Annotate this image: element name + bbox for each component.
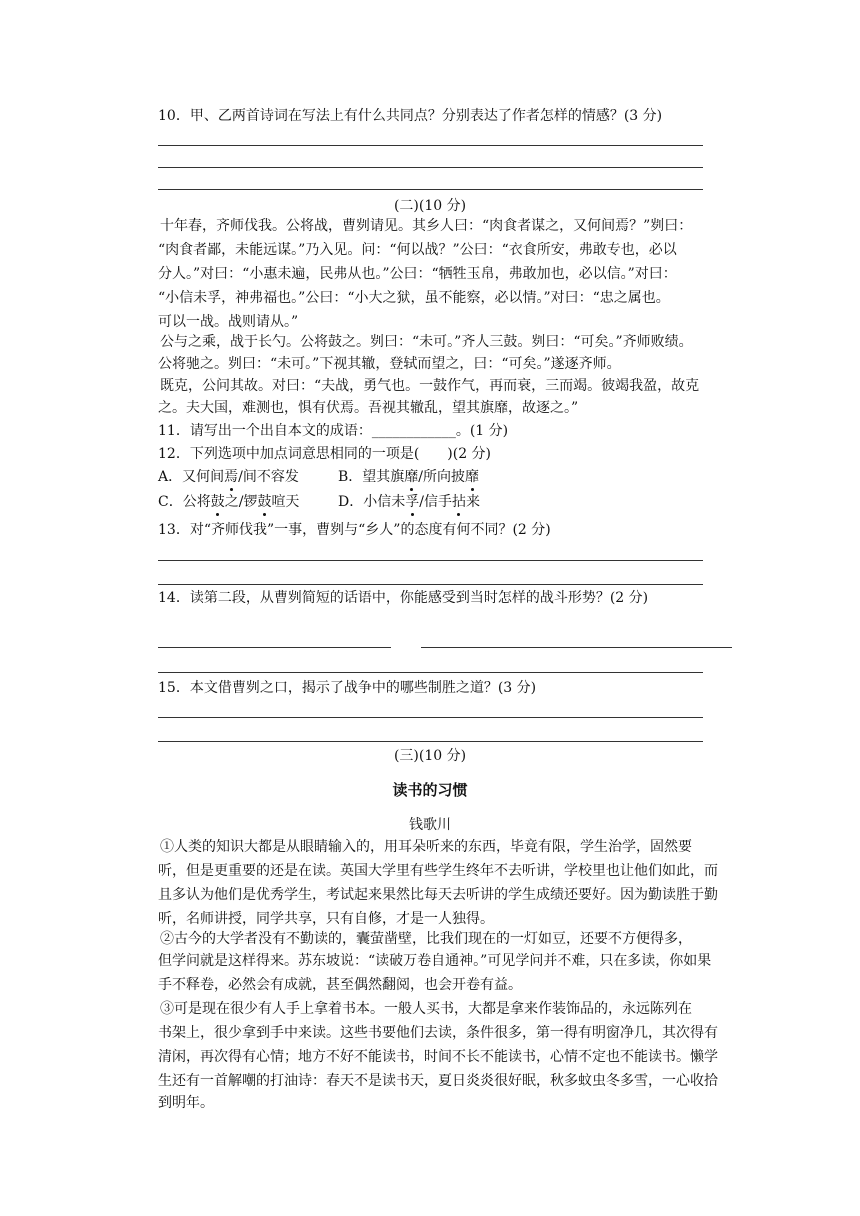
passage-line: ③可是现在很少有人手上拿着书本。一般人买书，大都是拿来作装饰品的，永远陈列在	[160, 1001, 692, 1017]
answer-line[interactable]	[158, 560, 703, 561]
dotted-word: 鼓	[210, 494, 225, 510]
section-3-heading: (三)(10 分)	[393, 748, 467, 764]
passage-line: 清闲，再次得有心情；地方不好不能读书，时间不长不能读书，心情不定也不能读书。懒学	[158, 1049, 718, 1065]
question-11: 11．请写出一个出自本文的成语：____________。(1 分)	[158, 423, 509, 439]
answer-line[interactable]	[158, 741, 703, 742]
passage-line: 十年春，齐师伐我。公将战，曹刿请见。其乡人曰：“肉食者谋之，又何间焉？”刿曰：	[160, 218, 693, 234]
article-title: 读书的习惯	[392, 781, 468, 799]
passage-line: 听，但是更重要的还是在读。英国大学里有些学生终年不去听讲，学校里也让他们如此，而	[158, 863, 718, 879]
dotted-word: 靡	[465, 469, 480, 485]
option-d[interactable]	[338, 492, 480, 512]
answer-line[interactable]	[158, 145, 703, 146]
dotted-word: 焉	[224, 469, 239, 485]
passage-line: 分人。”对曰：“小惠未遍，民弗从也。”公曰：“牺牲玉帛，弗敢加也，必以信。”对曰：	[158, 266, 677, 282]
option-d-text: /信手	[419, 494, 452, 510]
option-b-text: 望其旗	[362, 469, 405, 485]
option-b-label: B．	[338, 469, 363, 485]
answer-line[interactable]	[158, 584, 703, 585]
question-15: 15．本文借曹刿之口，揭示了战争中的哪些制胜之道？(3 分)	[158, 680, 537, 696]
answer-line[interactable]	[158, 717, 703, 718]
passage-line: 听，名师讲授，同学共享，只有自修，才是一人独得。	[158, 911, 494, 927]
option-b[interactable]	[338, 467, 479, 487]
option-c[interactable]	[158, 492, 299, 512]
section-2-heading: (二)(10 分)	[393, 198, 467, 214]
option-d-text: 小信未	[363, 494, 406, 510]
option-a[interactable]	[158, 467, 299, 487]
passage-line: 但学问就是这样得来。苏东坡说：“读破万卷自通神。”可见学问并不难，只在多读，你如果	[158, 953, 712, 969]
passage-line: 书架上，很少拿到手中来读。这些书要他们去读，条件很多，第一得有明窗净几，其次得有	[158, 1025, 718, 1041]
article-author: 钱歌川	[409, 817, 451, 833]
passage-line: 公与之乘，战于长勺。公将鼓之。刿曰：“未可。”齐人三鼓。刿曰：“可矣。”齐师败绩。	[160, 334, 693, 350]
question-10: 10．甲、乙两首诗词在写法上有什么共同点？分别表达了作者怎样的情感？(3 分)	[158, 108, 663, 124]
passage-line: “小信未孚，神弗福也。”公曰：“小大之狱，虽不能察，必以情。”对曰：“忠之属也。	[158, 290, 670, 306]
passage-line: “肉食者鄙，未能远谋。”乃入见。问：“何以战？”公曰：“衣食所安，弗敢专也，必以	[158, 242, 677, 258]
option-a-text: /间不容发	[238, 469, 299, 485]
passage-line: 手不释卷，必然会有成就，甚至偶然翻阅，也会开卷有益。	[158, 977, 522, 993]
option-d-text: 来	[465, 494, 480, 510]
passage-line: 且多认为他们是优秀学生，考试起来果然比每天去听讲的学生成绩还要好。因为勤读胜于勤	[158, 887, 718, 903]
dotted-word: 靡	[404, 469, 419, 485]
question-14: 14．读第二段，从曹刿简短的话语中，你能感受到当时怎样的战斗形势？(2 分)	[158, 590, 649, 606]
option-d-label: D．	[338, 494, 364, 510]
passage-line: 既克，公问其故。对曰：“夫战，勇气也。一鼓作气，再而衰，三而竭。彼竭我盈，故克	[160, 378, 700, 394]
dotted-word: 孚	[405, 494, 420, 510]
option-a-label: A．	[158, 469, 183, 485]
passage-line: 可以一战。战则请从。”	[158, 314, 299, 330]
dotted-word: 鼓	[257, 494, 272, 510]
passage-line: ②古今的大学者没有不勤读的，囊萤凿壁，比我们现在的一灯如豆，还要不方便得多，	[160, 931, 692, 947]
answer-line[interactable]	[158, 672, 703, 673]
option-b-text: /所向披	[418, 469, 466, 485]
passage-line: ①人类的知识大都是从眼睛输入的，用耳朵听来的东西，毕竟有限，学生治学，固然要	[160, 839, 692, 855]
option-a-text: 又何间	[182, 469, 225, 485]
passage-line: 之。夫大国，难测也，惧有伏焉。吾视其辙乱，望其旗靡，故逐之。”	[158, 400, 579, 416]
question-13: 13．对“齐师伐我”一事，曹刿与“乡人”的态度有何不同？(2 分)	[158, 522, 551, 538]
dotted-word: 拈	[451, 494, 466, 510]
option-c-text: 之/锣	[224, 494, 258, 510]
option-c-label: C．	[158, 494, 183, 510]
answer-line[interactable]	[158, 167, 703, 168]
passage-line: 生还有一首解嘲的打油诗：春天不是读书天，夏日炎炎很好眠，秋多蚊虫冬多雪，一心收拾	[158, 1073, 718, 1089]
answer-line[interactable]	[158, 647, 391, 648]
option-c-text: 公将	[182, 494, 211, 510]
answer-line[interactable]	[158, 189, 703, 190]
passage-line: 到明年。	[158, 1095, 214, 1111]
question-12: 12．下列选项中加点词意思相同的一项是( )(2 分)	[158, 446, 492, 462]
passage-line: 公将驰之。刿曰：“未可。”下视其辙，登轼而望之，曰：“可矣。”遂逐齐师。	[158, 356, 621, 372]
answer-line[interactable]	[421, 647, 732, 648]
option-c-text: 喧天	[271, 494, 300, 510]
